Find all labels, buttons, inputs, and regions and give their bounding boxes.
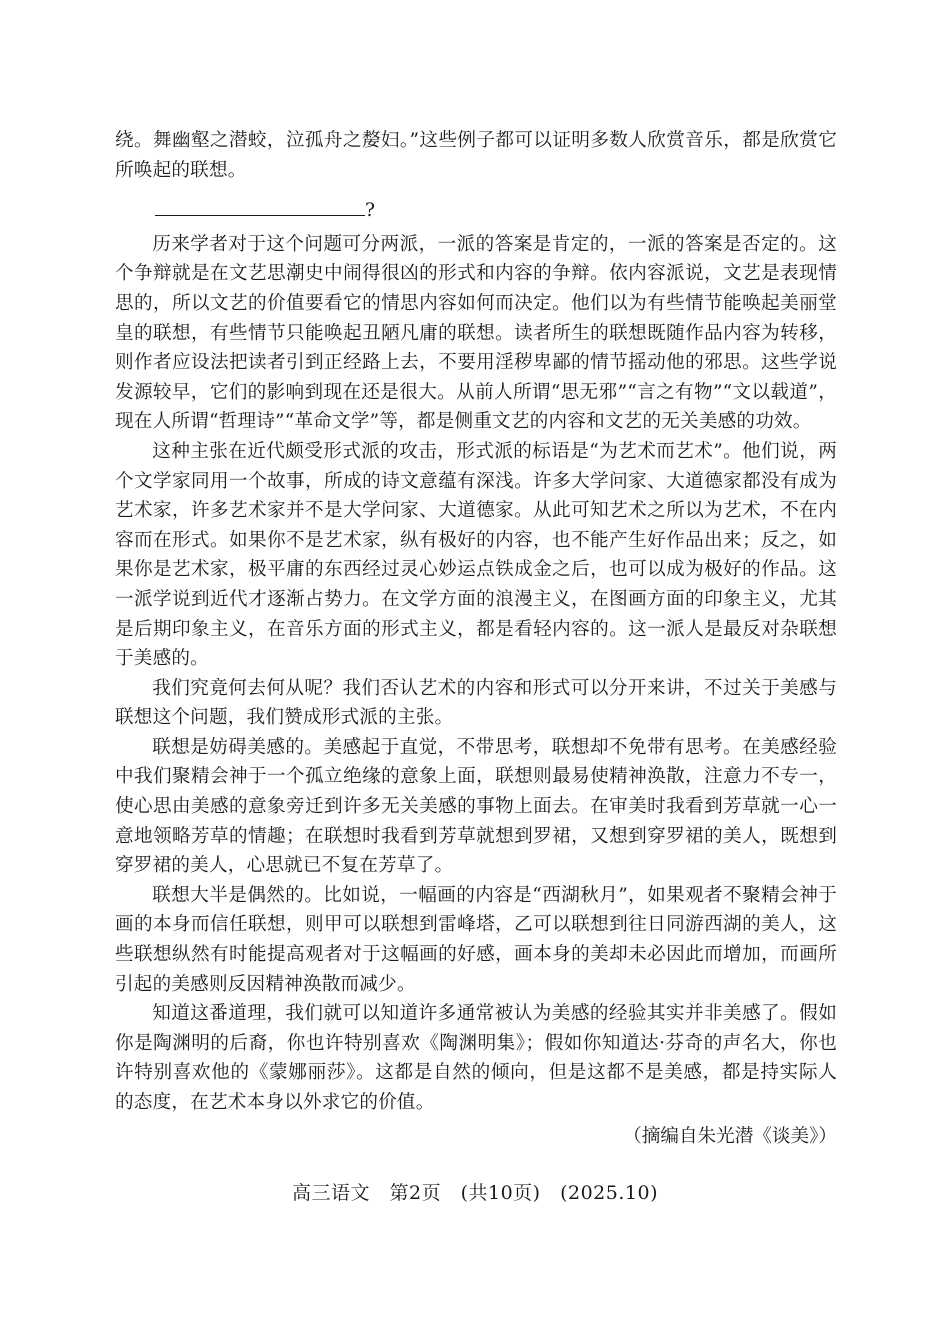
source-citation: （摘编自朱光潜《谈美》） [623,1125,837,1147]
page-footer: 高三语文 第2页 (共10页) (2025.10) [292,1182,658,1204]
paragraph-1: 绕。舞幽壑之潜蛟，泣孤舟之嫠妇。”这些例子都可以证明多数人欣赏音乐，都是欣赏它所唤起的联想。 [115,130,837,181]
document-body [115,126,837,1151]
blank-question-mark: ? [365,200,375,222]
paragraph-7: 知道这番道理，我们就可以知道许多通常被认为美感的经验其实并非美感了。假如你是陶渊明的后裔，你也许特别喜欢《陶渊明集》；假如你知道达·芬奇的声名大，你也许特别喜欢他的《蒙娜丽莎》。这都是自然的倾向，但是这都不是美感，都是持实际人的态度，在艺术本身以外求它的价值。 [115,1003,837,1113]
paragraph-2: 历来学者对于这个问题可分两派，一派的答案是肯定的，一派的答案是否定的。这个争辩就是在文艺思潮史中闹得很凶的形式和内容的争辩。依内容派说，文艺是表现情思的，所以文艺的价值要看它的情思内容如何而决定。他们以为有些情节能唤起美丽堂皇的联想，有些情节只能唤起丑陋凡庸的联想。读者所生的联想既随作品内容为转移，则作者应设法把读者引到正经路上去，不要用淫秽卑鄙的情节摇动他的邪思。这些学说发源较早，它们的影响到现在还是很大。从前人所谓“思无邪”“言之有物”“文以载道”，现在人所谓“哲理诗”“革命文学”等，都是侧重文艺的内容和文艺的无关美感的功效。 [115,233,837,433]
answer-blank[interactable] [155,195,365,216]
paragraph-3: 这种主张在近代颇受形式派的攻击，形式派的标语是“为艺术而艺术”。他们说，两个文学家同用一个故事，所成的诗文意蕴有深浅。许多大学问家、大道德家都没有成为艺术家，许多艺术家并不是大学问家、大道德家。从此可知艺术之所以为艺术，不在内容而在形式。如果你不是艺术家，纵有极好的内容，也不能产生好作品出来；反之，如果你是艺术家，极平庸的东西经过灵心妙运点铁成金之后，也可以成为极好的作品。这一派学说到近代才逐渐占势力。在文学方面的浪漫主义，在图画方面的印象主义，尤其是后期印象主义，在音乐方面的形式主义，都是看轻内容的。这一派人是最反对杂联想于美感的。 [115,440,837,670]
paragraph-6: 联想大半是偶然的。比如说，一幅画的内容是“西湖秋月”，如果观者不聚精会神于画的本身而信任联想，则甲可以联想到雷峰塔，乙可以联想到往日同游西湖的美人，这些联想纵然有时能提高观者对于这幅画的好感，画本身的美却未必因此而增加，而画所引起的美感则反因精神涣散而减少。 [115,884,837,995]
fill-in-blank-question [115,195,837,226]
paragraph-4: 我们究竟何去何从呢？我们否认艺术的内容和形式可以分开来讲，不过关于美感与联想这个问题，我们赞成形式派的主张。 [115,677,837,729]
paragraph-5: 联想是妨碍美感的。美感起于直觉，不带思考，联想却不免带有思考。在美感经验中我们聚精会神于一个孤立绝缘的意象上面，联想则最易使精神涣散，注意力不专一，使心思由美感的意象旁迁到许多无关美感的事物上面去。在审美时我看到芳草就一心一意地领略芳草的情趣；在联想时我看到芳草就想到罗裙，又想到穿罗裙的美人，既想到穿罗裙的美人，心思就已不复在芳草了。 [115,736,837,877]
